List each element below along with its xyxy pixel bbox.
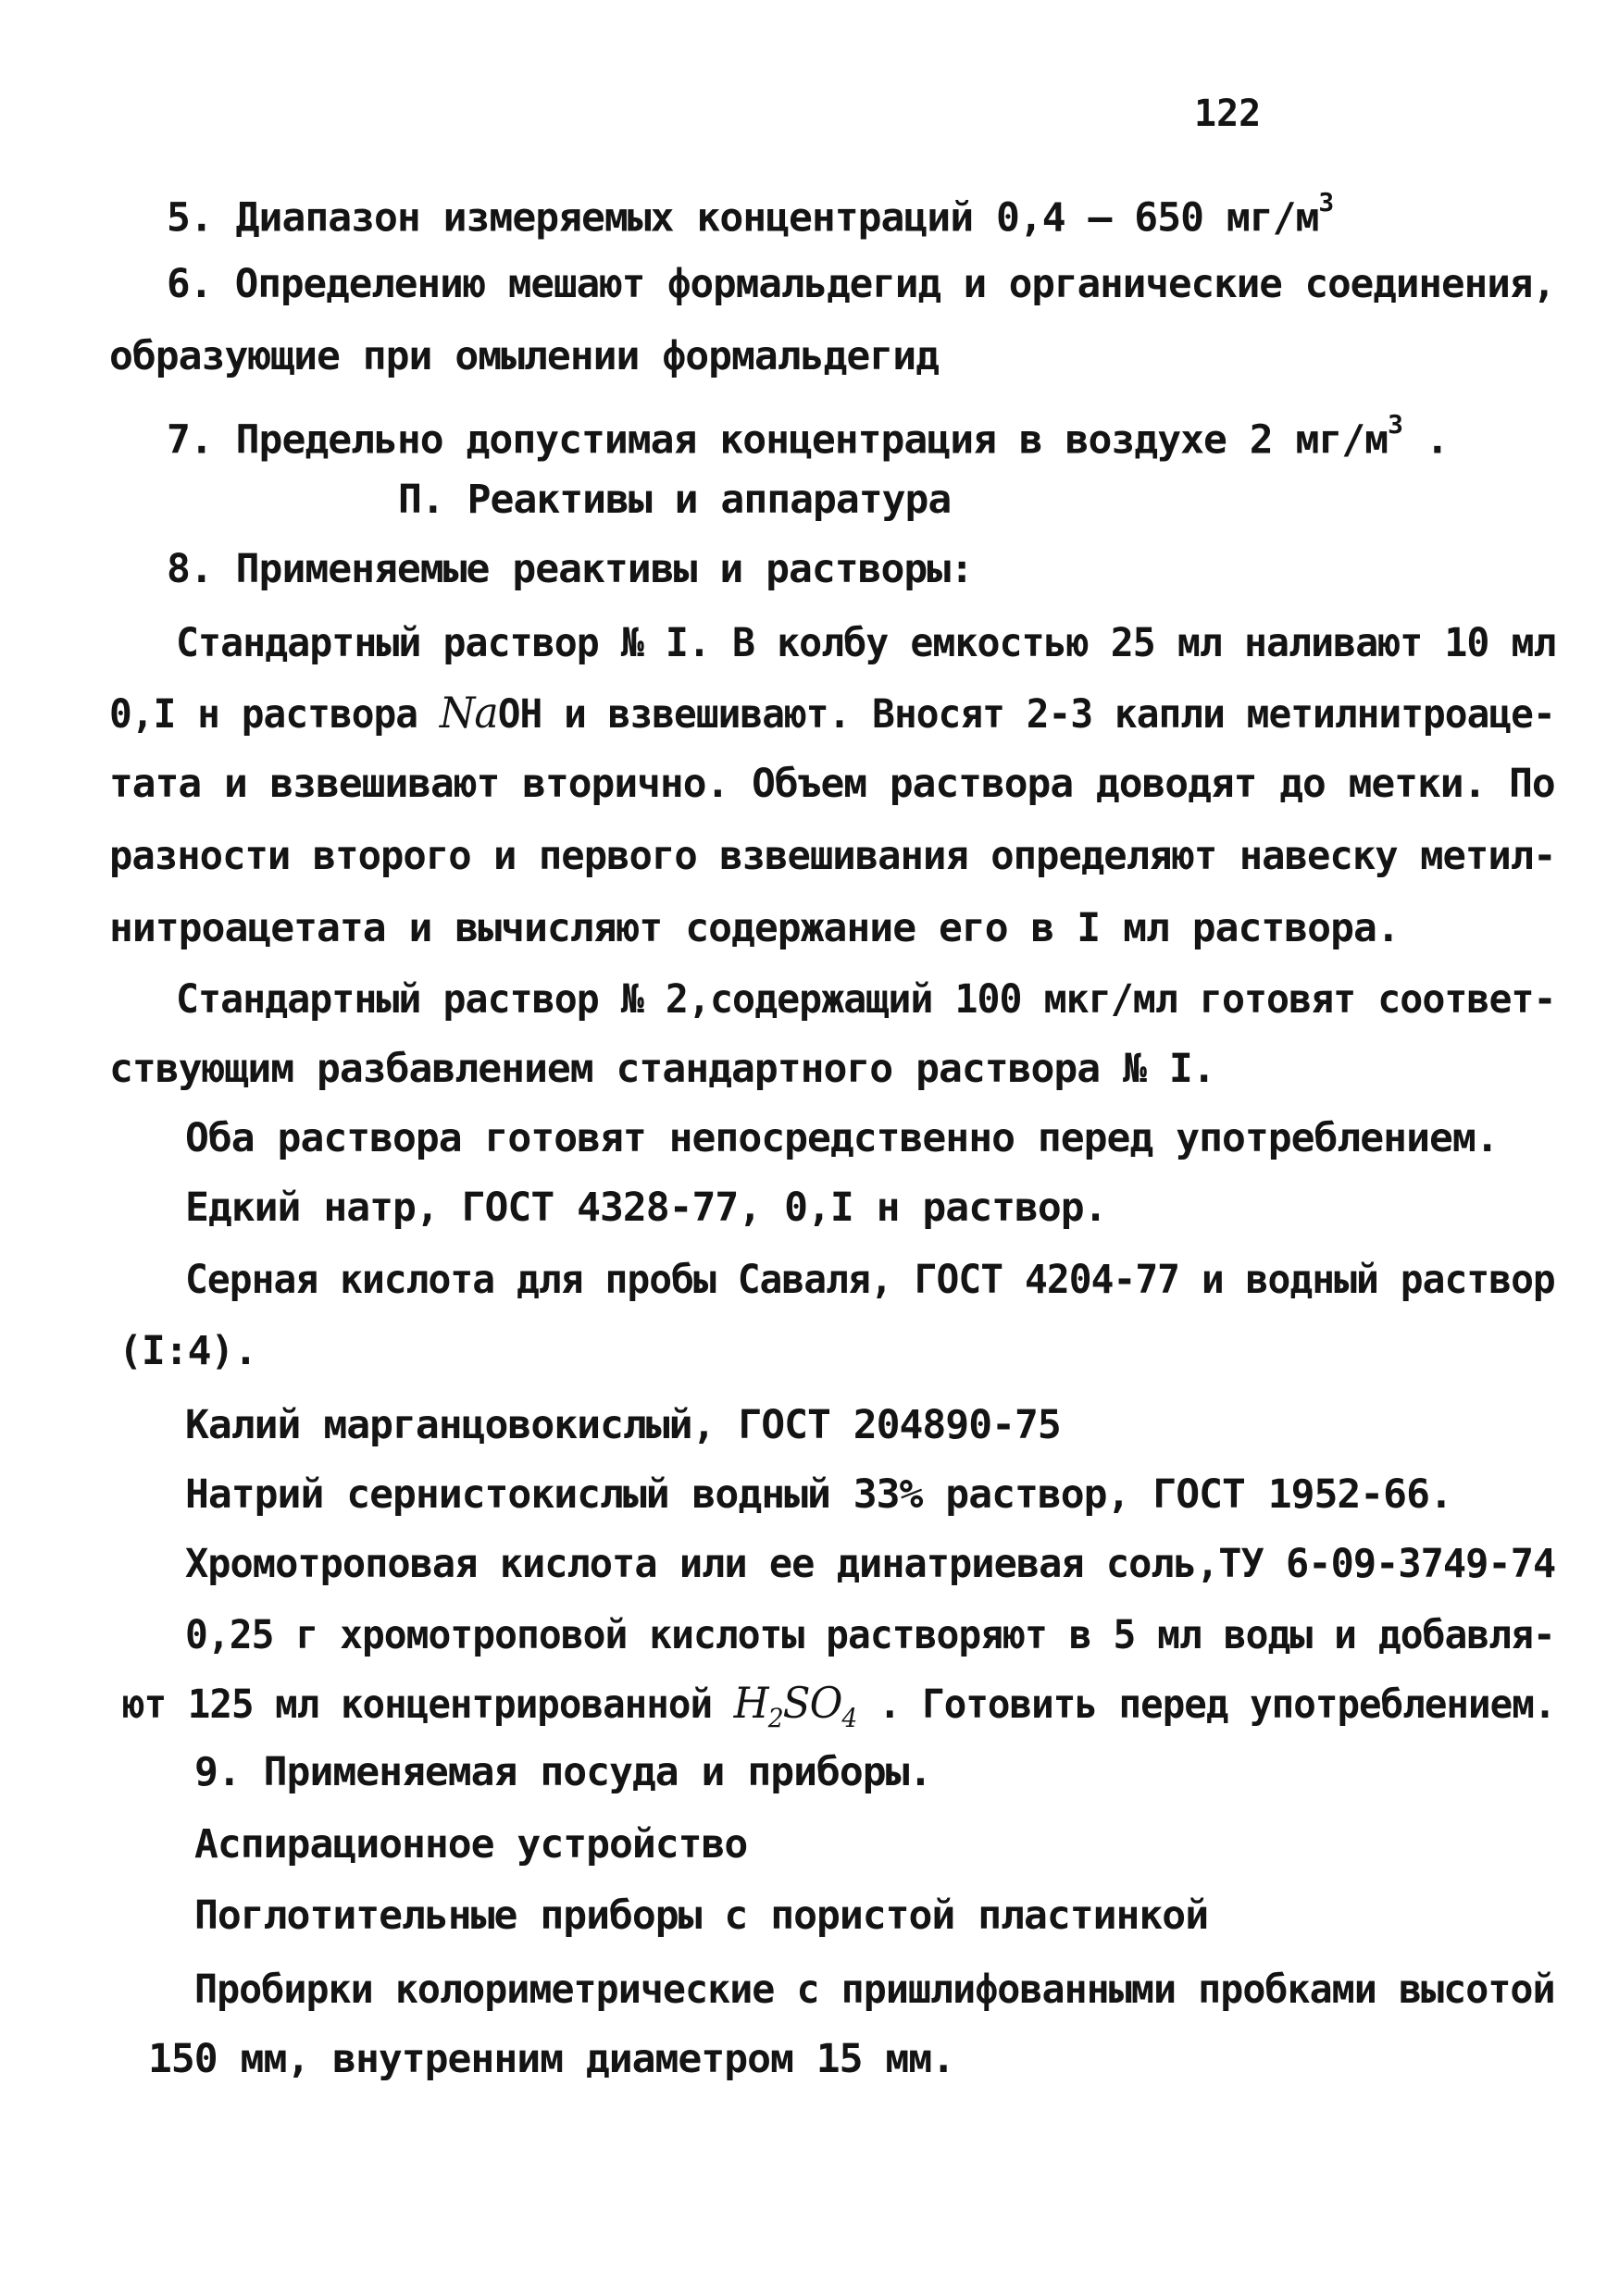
item-5-range <box>167 185 1333 241</box>
reagent-chromotropic: Хромотроповая кислота или ее динатриевая соль,ТУ 6-09-3749-74 <box>185 1541 1556 1587</box>
item-9-heading: 9. Применяемая посуда и приборы. <box>194 1749 932 1795</box>
formula-sub-4: 4 <box>841 1703 857 1734</box>
std2-line-2: ствующим разбавлением стандартного раствора № I. <box>109 1046 1215 1092</box>
prep-line-2-start: ют 125 мл концентрированной <box>122 1682 734 1728</box>
prep-line-1: 0,25 г хромотроповой кислоты растворяют в 5 мл воды и добавля- <box>185 1612 1555 1658</box>
std1-line-3: тата и взвешивают вторично. Объем раствора доводят до метки. По <box>109 761 1555 807</box>
equipment-aspirator: Аспирационное устройство <box>194 1821 748 1868</box>
item-6-line-2: образующие при омылении формальдегид <box>109 333 939 379</box>
unit-superscript: 3 <box>1388 409 1402 440</box>
page-number: 122 <box>1194 93 1262 135</box>
std1-line-1: Стандартный раствор № I. В колбу емкостью 25 мл наливают 10 мл <box>176 620 1556 666</box>
item-7-text: 7. Предельно допустимая концентрация в воздухе 2 мг/м <box>167 416 1389 464</box>
reagent-h2so4-line-2: (I:4). <box>118 1328 257 1374</box>
reagent-h2so4-line-1: Серная кислота для пробы Саваля, ГОСТ 4204-77 и водный раствор <box>185 1257 1555 1303</box>
item-7-end: . <box>1401 416 1449 464</box>
handwritten-h2so4 <box>733 1678 857 1734</box>
item-5-text: 5. Диапазон измеряемых концентраций 0,4 – 650 мг/м <box>167 194 1319 242</box>
formula-so: SO <box>782 1678 842 1728</box>
std1-line-2 <box>109 689 1555 738</box>
item-6-line-1: 6. Определению мешают формальдегид и органические соединения, <box>167 261 1555 307</box>
both-solutions: Оба раствора готовят непосредственно перед употреблением. <box>185 1115 1499 1161</box>
std1-line-4: разности второго и первого взвешивания определяют навеску метил- <box>109 833 1556 879</box>
handwritten-na: Na <box>439 688 498 738</box>
std1-line-2-start: 0,I н раствора <box>109 691 440 738</box>
reagent-na2so3: Натрий сернистокислый водный 33% раствор, ГОСТ 1952-66. <box>185 1471 1452 1518</box>
reagent-naoh: Едкий натр, ГОСТ 4328-77, 0,I н раствор. <box>185 1185 1107 1231</box>
item-7-limit <box>167 407 1449 463</box>
prep-line-2 <box>122 1680 1555 1742</box>
prep-line-2-end: . Готовить перед употреблением. <box>856 1682 1556 1728</box>
std1-line-2-end: OH и взвешивают. Вносят 2-3 капли метилнитроаце- <box>497 691 1555 738</box>
std1-line-5: нитроацетата и вычисляют содержание его в I мл раствора. <box>109 905 1400 951</box>
reagent-kmno4: Калий марганцовокислый, ГОСТ 204890-75 <box>185 1402 1061 1448</box>
section-heading: П. Реактивы и аппаратура <box>398 477 952 523</box>
formula-sub-2: 2 <box>767 1703 783 1734</box>
formula-h: H <box>733 1678 768 1728</box>
unit-superscript: 3 <box>1318 187 1334 217</box>
equipment-tubes-line-2: 150 мм, внутренним диаметром 15 мм. <box>148 2036 955 2082</box>
equipment-absorbers: Поглотительные приборы с пористой пластинкой <box>194 1893 1209 1939</box>
equipment-tubes-line-1: Пробирки колориметрические с пришлифованными пробками высотой <box>194 1967 1555 2013</box>
item-8-heading: 8. Применяемые реактивы и растворы: <box>167 546 974 592</box>
std2-line-1: Стандартный раствор № 2,содержащий 100 мкг/мл готовят соответ- <box>176 976 1556 1023</box>
